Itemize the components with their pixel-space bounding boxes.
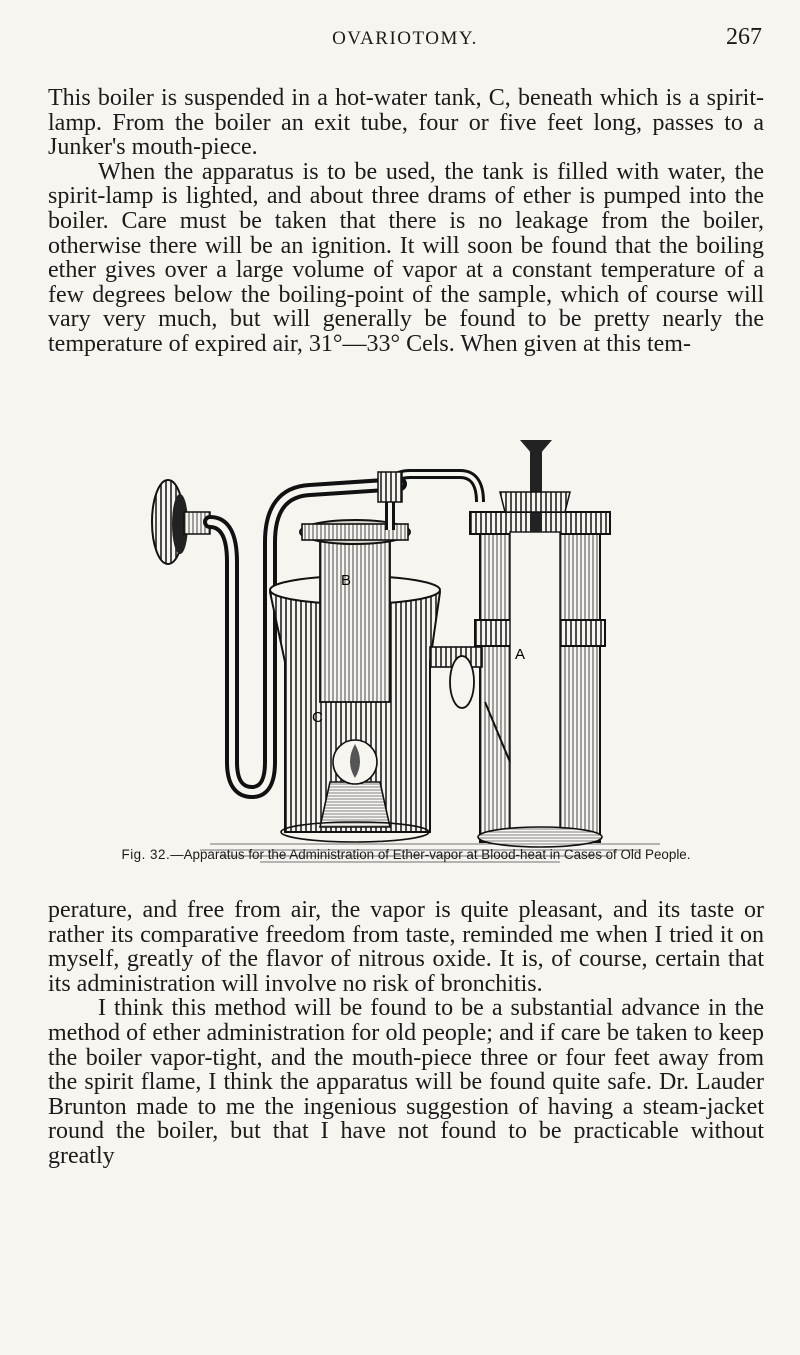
label-a: A xyxy=(515,646,526,663)
hot-water-tank xyxy=(270,520,440,842)
text-block-top xyxy=(48,86,764,357)
ether-cylinder xyxy=(470,440,610,847)
label-b: B xyxy=(341,572,352,589)
apparatus-figure xyxy=(140,432,670,882)
paragraph: When the apparatus is to be used, the tank is filled with water, the spirit-lamp is lighted, and about three drams of ether is pumped into the boiler. Care must be taken that there is no leakage from the boiler, otherwise there will be an ignition. It will soon be found that the boiling ether gives over a large volume of vapor at a constant temperature of a few degrees below the boiling-point of the sample, which of course will vary very much, but will generally be found to be pretty nearly the temperature of expired air, 31°—33° Cels. When given at this tem- xyxy=(48,158,764,357)
running-head: OVARIOTOMY. xyxy=(332,28,478,49)
apparatus-illustration xyxy=(140,432,670,882)
caption-number: Fig. 32. xyxy=(121,847,171,862)
caption-text: —Apparatus for the Administration of Ether-vapor at Blood-heat in Cases of Old People. xyxy=(170,847,691,862)
mouth-piece xyxy=(152,480,210,564)
paragraph: This boiler is suspended in a hot-water tank, C, beneath which is a spirit-lamp. From the boiler an exit tube, four or five feet long, passes to a Junker's mouth-piece. xyxy=(48,85,764,161)
figure-caption xyxy=(48,847,764,862)
page-number: 267 xyxy=(726,24,762,50)
paragraph: I think this method will be found to be a substantial advance in the method of ether administration for old people; and if care be taken to keep the boiler vapor-tight, and the mouth-piece three or four feet away from the spirit flame, I think the apparatus will be found quite safe. Dr. Lauder Brunton made to me the ingenious suggestion of having a steam-jacket round the boiler, but that I have not found to be practicable without greatly xyxy=(48,995,764,1169)
label-c: C xyxy=(312,709,323,726)
paragraph: perature, and free from air, the vapor is quite pleasant, and its taste or rather its comparative freedom from taste, reminded me when I tried it on myself, greatly of the flavor of nitrous oxide. It is, of course, certain that its administration will involve no risk of bronchitis. xyxy=(48,897,764,997)
text-block-bottom xyxy=(48,898,764,1169)
page-header xyxy=(48,10,762,50)
